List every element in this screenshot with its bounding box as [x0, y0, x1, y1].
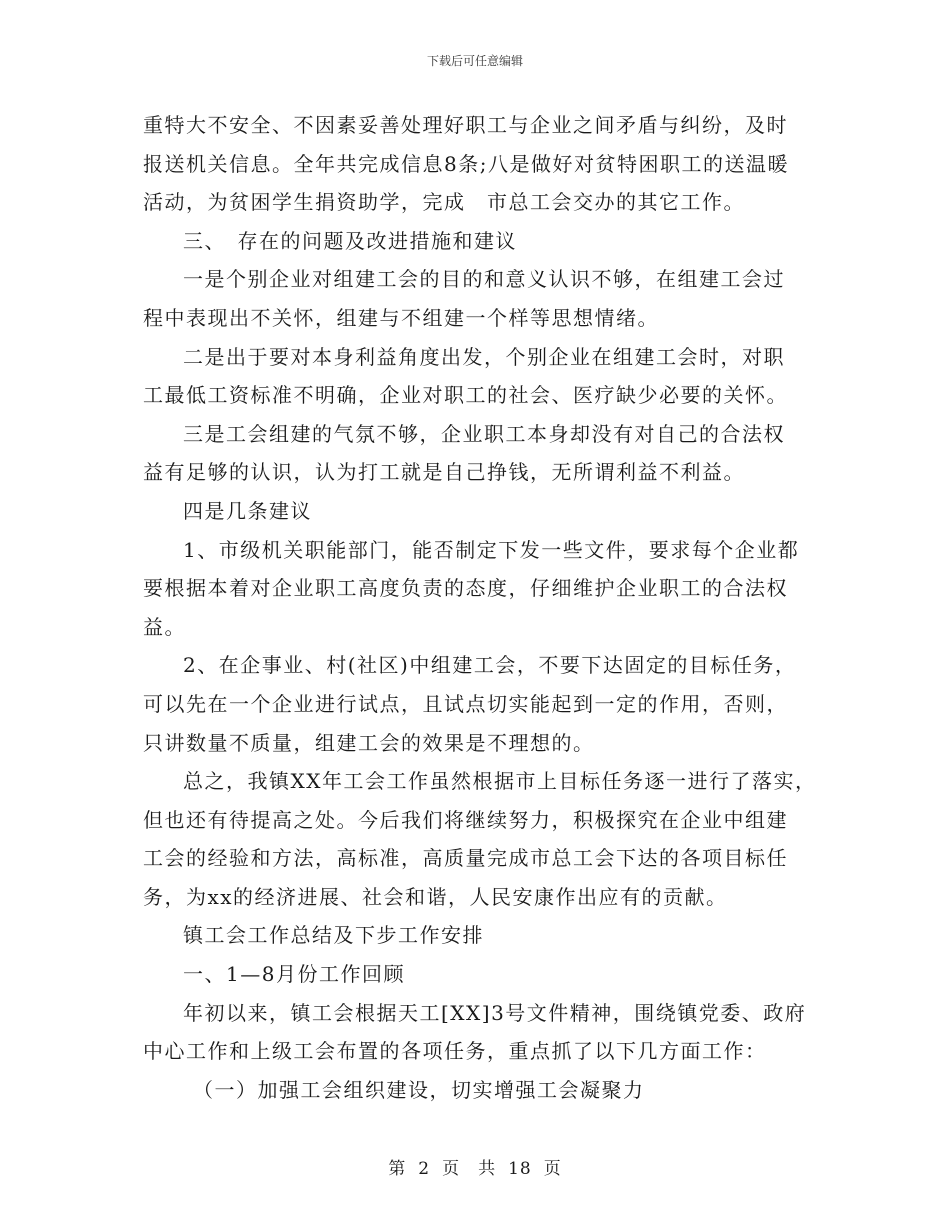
body-line: 三是工会组建的气氛不够，企业职工本身却没有对自己的合法权	[183, 421, 785, 446]
page-footer	[0, 1154, 950, 1179]
body-line: 1、市级机关职能部门，能否制定下发一些文件，要求每个企业都	[183, 537, 800, 562]
document-body	[143, 106, 833, 1109]
body-line: 益。	[143, 614, 186, 639]
body-line: 活动，为贫困学生捐资助学，完成 市总工会交办的其它工作。	[143, 190, 745, 215]
section-heading: （一）加强工会组织建设，切实增强工会凝聚力	[193, 1077, 645, 1102]
section-heading: 三、 存在的问题及改进措施和建议	[183, 228, 517, 253]
body-line: 工会的经验和方法，高标准，高质量完成市总工会下达的各项目标任	[143, 846, 788, 871]
footer-suffix: 页	[543, 1159, 562, 1179]
body-line: 一是个别企业对组建工会的目的和意义认识不够，在组建工会过	[183, 267, 785, 292]
body-line: 益有足够的认识，认为打工就是自己挣钱，无所谓利益不利益。	[143, 460, 745, 485]
body-line: 工最低工资标准不明确，企业对职工的社会、医疗缺少必要的关怀。	[143, 383, 788, 408]
footer-prefix: 第	[388, 1159, 407, 1179]
footer-middle: 页 共	[442, 1159, 497, 1179]
page-total: 18	[508, 1159, 532, 1179]
section-heading: 四是几条建议	[183, 498, 312, 523]
header-note: 下载后可任意编辑	[426, 54, 523, 68]
body-line: 二是出于要对本身利益角度出发，个别企业在组建工会时，对职	[183, 344, 785, 369]
body-line: 报送机关信息。全年共完成信息8条;八是做好对贫特困职工的送温暖	[143, 151, 789, 176]
body-line: 只讲数量不质量，组建工会的效果是不理想的。	[143, 730, 595, 755]
body-line: 重特大不安全、不因素妥善处理好职工与企业之间矛盾与纠纷，及时	[143, 113, 788, 137]
body-line: 程中表现出不关怀，组建与不组建一个样等思想情绪。	[143, 305, 659, 330]
body-line: 总之，我镇XX年工会工作虽然根据市上目标任务逐一进行了落实，	[183, 769, 817, 794]
body-line: 年初以来，镇工会根据天工[XX]3号文件精神，围绕镇党委、政府	[183, 1000, 807, 1025]
body-line: 务，为xx的经济进展、社会和谐，人民安康作出应有的贡献。	[143, 884, 728, 909]
page-number: 2	[418, 1159, 431, 1179]
section-heading: 镇工会工作总结及下步工作安排	[183, 923, 484, 948]
section-heading: 一、1—8月份工作回顾	[183, 962, 405, 987]
body-line: 可以先在一个企业进行试点，且试点切实能起到一定的作用，否则，	[143, 691, 788, 716]
body-line: 2、在企事业、村(社区)中组建工会，不要下达固定的目标任务，	[183, 653, 797, 678]
body-line: 要根据本着对企业职工高度负责的态度，仔细维护企业职工的合法权	[143, 576, 788, 601]
body-line: 中心工作和上级工会布置的各项任务，重点抓了以下几方面工作：	[143, 1039, 767, 1064]
body-line: 但也还有待提高之处。今后我们将继续努力，积极探究在企业中组建	[143, 807, 788, 832]
